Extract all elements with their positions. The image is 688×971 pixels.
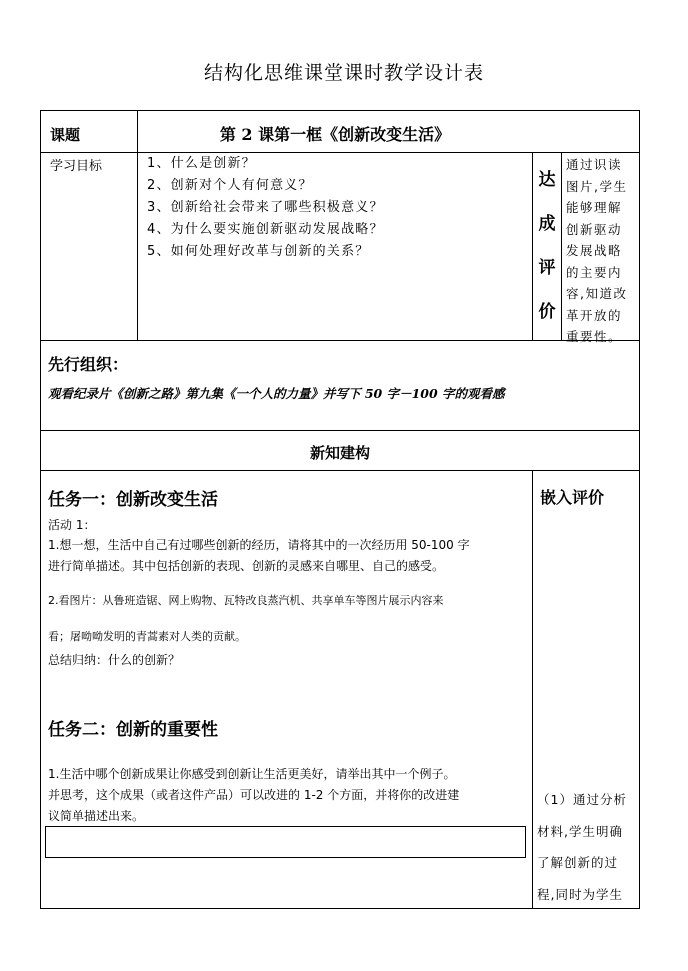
achievement-eval-label	[533, 158, 561, 334]
advance-organizer-text: 观看纪录片《创新之路》第九集《一个人的力量》并写下 50 字－100 字的观看感	[48, 386, 505, 401]
eval-line: 容,知道改	[566, 286, 628, 301]
eval-char: 评	[538, 258, 556, 278]
objectives-list	[147, 153, 527, 263]
answer-box[interactable]	[45, 826, 526, 858]
document-title: 结构化思维课堂课时教学设计表	[203, 62, 484, 84]
row-divider	[40, 430, 640, 431]
text-line: 进行简单描述。其中包括创新的表现、创新的灵感来自哪里、自己的感受。	[48, 559, 445, 573]
eval-char: 成	[538, 214, 556, 234]
embedded-eval-heading: 嵌入评价	[540, 488, 605, 507]
eval-line: 的主要内	[566, 264, 623, 280]
objective-item: 3、创新给社会带来了哪些积极意义？	[147, 200, 384, 215]
task1-heading: 任务一：创新改变生活	[48, 490, 218, 510]
objective-item: 1、什么是创新？	[147, 156, 256, 171]
eval-line: 重要性。	[566, 329, 623, 344]
text-line: 议简单描述出来。	[48, 809, 145, 823]
achievement-eval-text	[566, 154, 638, 348]
advance-organizer-heading: 先行组织：	[48, 355, 129, 374]
eval-line: 通过识读	[566, 157, 623, 172]
row-divider	[40, 470, 640, 471]
eval-line: 创新驱动	[566, 221, 623, 237]
task1-summary: 总结归纳：什么的创新？	[48, 653, 181, 667]
eval-line: 图片,学生	[566, 178, 628, 194]
eval-line: 革开放的	[566, 307, 623, 323]
eval-line: 能够理解	[566, 200, 623, 215]
text-line: 并思考，这个成果（或者这件产品）可以改进的 1-2 个方面，并将你的改进建	[48, 788, 460, 802]
task1-item1	[48, 535, 530, 577]
col-divider	[532, 470, 533, 909]
task1-item2: 2.看图片：从鲁班造锯、网上购物、瓦特改良蒸汽机、共享单车等图片展示内容来	[48, 594, 444, 607]
objective-item: 4、为什么要实施创新驱动发展战略？	[147, 222, 384, 237]
objectives-label: 学习目标	[50, 159, 103, 174]
embedded-eval-text	[537, 784, 639, 910]
eval-line: 发展战略	[566, 243, 623, 258]
eval-char: 价	[538, 302, 556, 322]
text-line: 1.生活中哪个创新成果让你感受到创新让生活更美好，请举出其中一个例子。	[48, 767, 456, 781]
eval-char: 达	[538, 170, 556, 190]
task2-heading: 任务二：创新的重要性	[48, 720, 218, 740]
eval-line: 材料,学生明确	[537, 823, 623, 839]
objective-item: 5、如何处理好改革与创新的关系？	[147, 244, 370, 259]
lesson-title: 第 2 课第一框《创新改变生活》	[219, 125, 451, 144]
objective-item: 2、创新对个人有何意义？	[147, 178, 313, 193]
row-divider	[40, 340, 640, 341]
activity-label: 活动 1：	[48, 518, 96, 532]
topic-label: 课题	[50, 126, 81, 144]
col-divider	[561, 152, 562, 340]
section-heading: 新知建构	[309, 444, 370, 462]
eval-line: 了解创新的过	[537, 855, 619, 870]
eval-line: （1）通过分析	[537, 792, 627, 807]
task2-item1	[48, 764, 530, 827]
text-line: 1.想一想，生活中自己有过哪些创新的经历，请将其中的一次经历用 50-100 字	[48, 538, 470, 552]
task1-item2-cont: 看；屠呦呦发明的青蒿素对人类的贡献。	[48, 630, 246, 643]
eval-line: 程,同时为学生	[537, 886, 623, 902]
